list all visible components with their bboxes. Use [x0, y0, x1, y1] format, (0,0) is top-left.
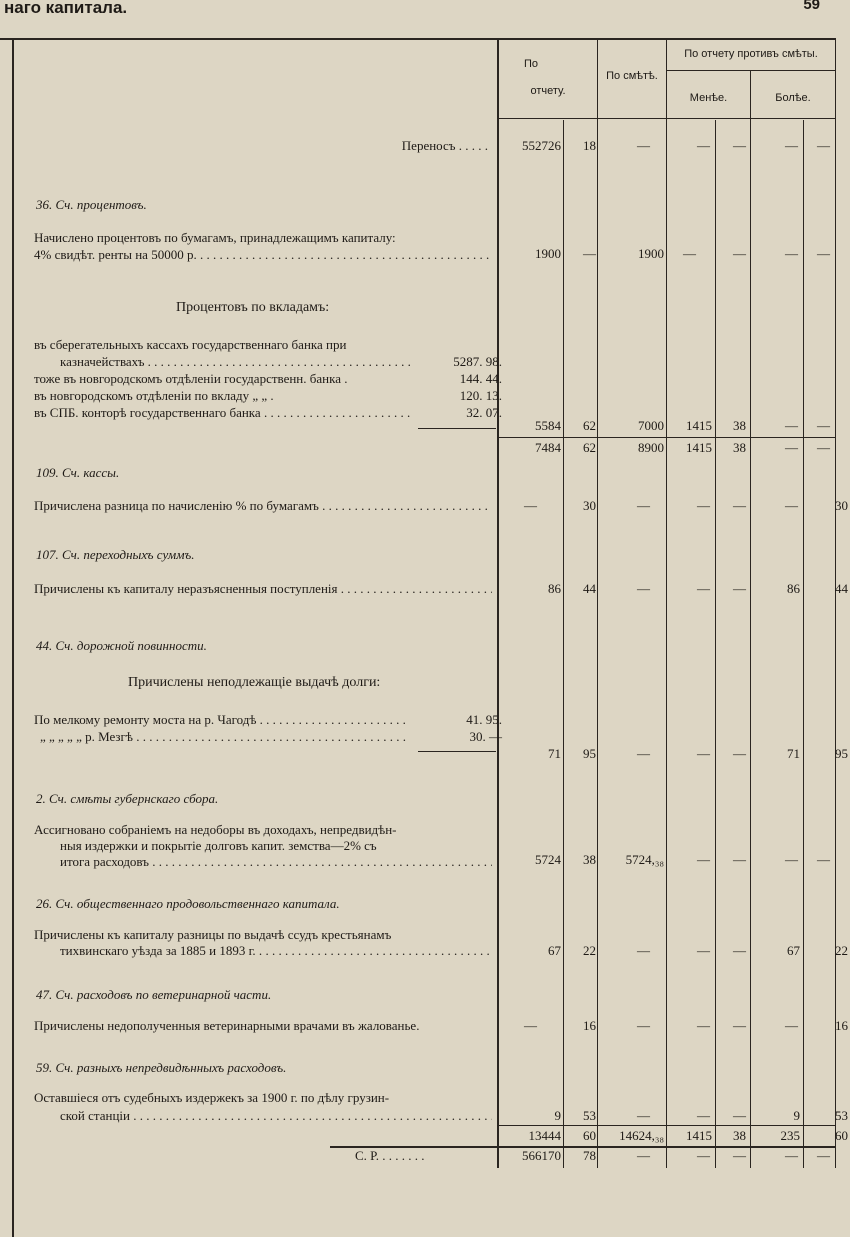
value-less: 1415 — [686, 440, 712, 455]
value-less-kop: — — [733, 138, 746, 153]
value-less-kop: — — [733, 1108, 746, 1123]
value-less: — — [697, 943, 710, 958]
value-smeta: 14624,₃₈ — [619, 1128, 664, 1143]
value-more-kop: — — [817, 852, 830, 867]
s47-line: Причислены недополученныя ветеринарными врачами въ жалованье. — [34, 1018, 420, 1033]
value-more: — — [785, 1148, 798, 1163]
value-smeta: — — [637, 581, 650, 596]
value-more-kop: 60 — [835, 1128, 848, 1143]
value-more-kop: 95 — [835, 746, 848, 761]
value-otchet-kop: 78 — [583, 1148, 596, 1163]
value-more-kop: — — [817, 138, 830, 153]
s2-line1: Ассигновано собраніемъ на недоборы въ доходахъ, непредвидѣн- — [34, 822, 397, 837]
s109-line: Причислена разница по начисленію % по бумагамъ . . . — [34, 498, 492, 514]
s2-line2: ныя издержки и покрытіе долговъ капит. земства—2% съ — [60, 838, 377, 853]
value-smeta: — — [637, 943, 650, 958]
value-otchet: 71 — [548, 746, 561, 761]
value-more: 9 — [793, 1108, 800, 1123]
deposit-sum-rule — [418, 428, 496, 429]
value-otchet-kop: 38 — [583, 852, 596, 867]
left-rule — [12, 38, 14, 1237]
value-otchet-kop: — — [583, 246, 596, 261]
value-smeta: — — [637, 1148, 650, 1163]
value-more-kop: 16 — [835, 1018, 848, 1033]
value-otchet: 566170 — [522, 1148, 561, 1163]
value-less: — — [697, 1108, 710, 1123]
s26-line2: тихвинскаго уѣзда за 1885 и 1893 г. . . . . — [60, 943, 492, 959]
value-more-kop: — — [817, 1148, 830, 1163]
section-title-109: 109. Сч. кассы. — [36, 465, 120, 480]
running-title: наго капитала. — [4, 0, 128, 17]
value-less-kop: 38 — [733, 1128, 746, 1143]
value-otchet: 86 — [548, 581, 561, 596]
value-otchet-kop: 62 — [583, 418, 596, 433]
grand-total-rule — [497, 1125, 836, 1126]
deposit-line1a: въ сберегательныхъ кассахъ государственнаго банка при — [34, 337, 347, 352]
value-less: — — [697, 852, 710, 867]
deposit-line3: въ новгородскомъ отдѣленіи по вкладу „ „ . — [34, 388, 274, 403]
value-otchet-kop: 16 — [583, 1018, 596, 1033]
value-more: — — [785, 852, 798, 867]
value-otchet-kop: 22 — [583, 943, 596, 958]
header-bottom-rule — [497, 118, 836, 119]
col-head-less: Менѣе. — [689, 92, 728, 104]
value-otchet-kop: 95 — [583, 746, 596, 761]
value-less-kop: — — [733, 943, 746, 958]
value-more: 86 — [787, 581, 800, 596]
value-more-kop: — — [817, 418, 830, 433]
value-less: 1415 — [686, 418, 712, 433]
value-more: — — [785, 1018, 798, 1033]
col-head-more: Болѣе. — [775, 92, 811, 104]
value-otchet: 7484 — [535, 440, 561, 455]
deposit-line4: въ СПБ. конторѣ государственнаго банка . . . — [34, 405, 410, 421]
value-smeta: 5724,₃₈ — [625, 852, 664, 867]
value-more-kop: — — [817, 440, 830, 455]
value-otchet-kop: 44 — [583, 581, 596, 596]
deposit-line1b: казначействахъ . . . — [60, 354, 410, 370]
value-smeta: 8900 — [638, 440, 664, 455]
deposit-amount-4: 32. 07. — [466, 405, 502, 420]
deposit-line2: тоже въ новгородскомъ отдѣленіи государственн. банка . — [34, 371, 348, 386]
value-less: — — [697, 746, 710, 761]
value-smeta: 7000 — [638, 418, 664, 433]
s44-amount-1: 41. 95. — [466, 712, 502, 727]
s44-line2: „ „ „ „ „ р. Мезгѣ . . . — [40, 729, 410, 745]
value-less-kop: — — [733, 746, 746, 761]
value-more-kop: 30 — [835, 498, 848, 513]
s36-line2: 4% свидѣт. ренты на 50000 р. . . . — [34, 247, 492, 263]
s59-line2: ской станціи . . . — [60, 1108, 492, 1124]
s107-line: Причислены къ капиталу неразъясненныя поступленія . . . — [34, 581, 492, 597]
value-otchet: — — [524, 498, 537, 513]
value-otchet: 5724 — [535, 852, 561, 867]
top-rule — [0, 38, 836, 40]
value-more: — — [785, 418, 798, 433]
s26-line1: Причислены къ капиталу разницы по выдачѣ ссудъ крестьянамъ — [34, 927, 392, 942]
s44-subheading: Причислены неподлежащіе выдачѣ долги: — [128, 675, 381, 690]
value-less: — — [697, 1148, 710, 1163]
section-title-2: 2. Сч. смѣты губернскаго сбора. — [36, 791, 219, 806]
deposit-amount-2: 144. 44. — [459, 371, 502, 386]
col-head-otchet-2: отчету. — [530, 85, 566, 97]
value-less-kop: — — [733, 581, 746, 596]
s36-line1: Начислено процентовъ по бумагамъ, принадлежащимъ капиталу: — [34, 230, 396, 245]
sr-label: С. Р. . . . . . . . — [355, 1148, 425, 1163]
value-otchet: 5584 — [535, 418, 561, 433]
value-otchet: 9 — [554, 1108, 561, 1123]
value-more-kop: 53 — [835, 1108, 848, 1123]
section-title-26: 26. Сч. общественнаго продовольственнаго капитала. — [36, 896, 340, 911]
s44-amount-2: 30. — — [469, 729, 502, 744]
value-less: — — [697, 1018, 710, 1033]
col-rule-smeta — [597, 38, 598, 1168]
col-rule-less — [666, 38, 667, 1168]
s44-line1: По мелкому ремонту моста на р. Чагодѣ . . . — [34, 712, 410, 728]
value-otchet-kop: 53 — [583, 1108, 596, 1123]
col-head-smeta: По смѣтѣ. — [606, 70, 658, 82]
col-rule-less-kop — [715, 120, 716, 1168]
value-less-kop: 38 — [733, 440, 746, 455]
value-less-kop: — — [733, 852, 746, 867]
section-title-47: 47. Сч. расходовъ по ветеринарной части. — [36, 987, 272, 1002]
value-less-kop: — — [733, 246, 746, 261]
value-otchet-kop: 60 — [583, 1128, 596, 1143]
col-head-otchet-1: По — [523, 58, 539, 70]
deposit-amount-3: 120. 13. — [459, 388, 502, 403]
col-rule-more — [750, 70, 751, 1168]
value-more: — — [785, 498, 798, 513]
section-title-44: 44. Сч. дорожной повинности. — [36, 638, 207, 653]
value-otchet-kop: 30 — [583, 498, 596, 513]
value-less: — — [697, 138, 710, 153]
value-more-kop: 44 — [835, 581, 848, 596]
value-more: — — [785, 440, 798, 455]
carry-forward-label: Переносъ . . . . . — [401, 138, 488, 153]
s2-line3: итога расходовъ . . . — [60, 854, 492, 870]
value-otchet: 552726 — [522, 138, 561, 153]
value-otchet-kop: 62 — [583, 440, 596, 455]
value-smeta: — — [637, 138, 650, 153]
value-smeta: — — [637, 1108, 650, 1123]
section-title-36: 36. Сч. процентовъ. — [36, 197, 147, 212]
value-smeta: 1900 — [638, 246, 664, 261]
col-head-vs-estimate: По отчету противъ смѣты. — [684, 48, 818, 60]
value-otchet: 67 — [548, 943, 561, 958]
col-rule-otchet — [497, 38, 499, 1168]
value-otchet: — — [524, 1018, 537, 1033]
value-smeta: — — [637, 746, 650, 761]
s59-line1: Оставшіеся отъ судебныхъ издержекъ за 1900 г. по дѣлу грузин- — [34, 1090, 390, 1105]
page-header — [0, 0, 850, 20]
header-sub-rule — [666, 70, 836, 71]
section-title-107: 107. Сч. переходныхъ суммъ. — [36, 547, 195, 562]
value-otchet: 1900 — [535, 246, 561, 261]
page-number: 59 — [803, 0, 820, 13]
section-title-59: 59. Сч. разныхъ непредвидѣнныхъ расходовъ. — [36, 1060, 287, 1075]
value-less-kop: — — [733, 498, 746, 513]
value-less: 1415 — [686, 1128, 712, 1143]
value-smeta: — — [637, 498, 650, 513]
col-rule-more-kop — [803, 120, 804, 1168]
value-smeta: — — [637, 1018, 650, 1033]
value-less-kop: — — [733, 1018, 746, 1033]
value-more-kop: — — [817, 246, 830, 261]
value-less-kop: — — [733, 1148, 746, 1163]
value-less-kop: 38 — [733, 418, 746, 433]
deposit-amount-1: 5287. 98. — [453, 354, 502, 369]
value-more: — — [785, 138, 798, 153]
value-more: — — [785, 246, 798, 261]
value-more: 235 — [780, 1128, 800, 1143]
value-more: 67 — [787, 943, 800, 958]
value-more-kop: 22 — [835, 943, 848, 958]
value-otchet: 13444 — [528, 1128, 561, 1143]
deposits-heading: Процентовъ по вкладамъ: — [176, 300, 330, 315]
col-rule-otchet-kop — [563, 120, 564, 1168]
s44-sum-rule — [418, 751, 496, 752]
value-less: — — [683, 246, 696, 261]
s36-total-rule — [497, 437, 836, 438]
value-otchet-kop: 18 — [583, 138, 596, 153]
value-less: — — [697, 581, 710, 596]
value-less: — — [697, 498, 710, 513]
right-rule — [835, 38, 836, 1168]
value-more: 71 — [787, 746, 800, 761]
